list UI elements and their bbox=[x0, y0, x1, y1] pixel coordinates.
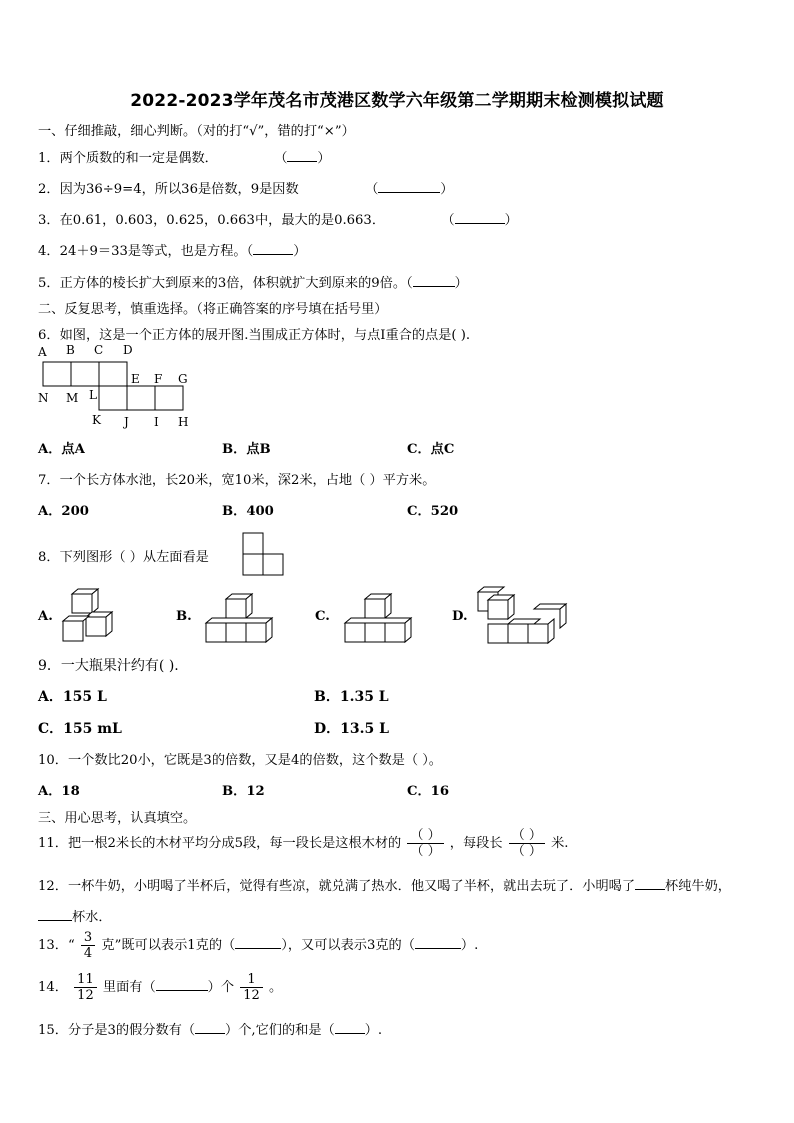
point-H: H bbox=[178, 415, 189, 429]
point-D: D bbox=[123, 343, 133, 357]
q14-fraction-1 bbox=[74, 972, 97, 1003]
q9-option-c[interactable]: C．155 mL bbox=[38, 721, 122, 737]
q9-option-b[interactable]: B．1.35 L bbox=[314, 689, 389, 705]
q3-bracket-left: （ bbox=[441, 213, 455, 228]
q6-option-a[interactable]: A．点A bbox=[38, 442, 85, 457]
q4-blank[interactable] bbox=[253, 241, 293, 255]
q8-option-a[interactable]: A. bbox=[38, 609, 53, 624]
q8-option-c[interactable]: C. bbox=[315, 609, 330, 624]
q14-fraction-2-denominator: 12 bbox=[243, 988, 260, 1003]
question-5 bbox=[38, 272, 468, 291]
section-2-heading: 二、反复思考，慎重选择。（将正确答案的序号填在括号里） bbox=[38, 302, 388, 317]
q9-option-d[interactable]: D．13.5 L bbox=[314, 721, 389, 737]
q12-text-2: 杯水． bbox=[72, 910, 112, 925]
q8-option-d-figure bbox=[474, 586, 570, 646]
q11-fraction-1[interactable] bbox=[407, 828, 443, 859]
q6-option-b[interactable]: B．点B bbox=[222, 442, 271, 457]
section-1-heading: 一、仔细推敲，细心判断。（对的打“√”，错的打“×”） bbox=[38, 124, 355, 139]
question-7: 7．一个长方体水池，长20米，宽10米，深2米，占地（ ）平方米。 bbox=[38, 473, 436, 488]
q3-bracket-right: ） bbox=[504, 213, 518, 228]
q12-text-1: 12．一杯牛奶，小明喝了半杯后，觉得有些凉，就兑满了热水．他又喝了半杯，就出去玩了．小明喝了 bbox=[38, 879, 636, 894]
q2-bracket-right: ） bbox=[440, 182, 454, 197]
question-2 bbox=[38, 178, 453, 197]
q15-text-3: ）. bbox=[364, 1023, 383, 1038]
cube-net-figure bbox=[34, 342, 199, 432]
point-G: G bbox=[178, 372, 188, 386]
q14-fraction-2-numerator: 1 bbox=[240, 972, 263, 988]
point-L: L bbox=[89, 388, 97, 402]
question-13 bbox=[38, 930, 478, 961]
left-view-figure bbox=[242, 532, 286, 578]
point-E: E bbox=[131, 372, 140, 386]
q13-denominator: 4 bbox=[83, 946, 93, 961]
q14-mid: 里面有（ bbox=[102, 980, 156, 995]
page-title: 2022-2023学年茂名市茂港区数学六年级第二学期期末检测模拟试题 bbox=[130, 91, 664, 111]
q15-text-2: ）个,它们的和是（ bbox=[225, 1023, 335, 1038]
q8-option-d[interactable]: D. bbox=[452, 609, 468, 624]
question-8: 8．下列图形（ ）从左面看是 bbox=[38, 550, 209, 565]
q1-bracket-right: ） bbox=[317, 151, 331, 166]
q15-blank-1[interactable] bbox=[195, 1020, 225, 1034]
question-6: 6．如图，这是一个正方体的展开图.当围成正方体时，与点I重合的点是( ). bbox=[38, 328, 471, 343]
q7-option-b[interactable]: B．400 bbox=[222, 504, 274, 519]
question-14 bbox=[38, 972, 282, 1003]
q12-blank-1[interactable] bbox=[635, 876, 665, 890]
q13-numerator: 3 bbox=[81, 930, 95, 946]
q13-mid: ），又可以表示3克的（ bbox=[281, 938, 415, 953]
q11-fraction-1-denominator[interactable]: （ ） bbox=[410, 844, 441, 859]
q8-option-c-figure bbox=[343, 592, 415, 644]
q5-blank[interactable] bbox=[413, 273, 455, 287]
point-A: A bbox=[38, 345, 47, 359]
q2-bracket-left: （ bbox=[365, 182, 379, 197]
q12-text-1-end: 杯纯牛奶， bbox=[665, 879, 731, 894]
q8-option-b[interactable]: B. bbox=[176, 609, 192, 624]
q11-fraction-2-denominator[interactable]: （ ） bbox=[511, 844, 542, 859]
q15-blank-2[interactable] bbox=[335, 1020, 365, 1034]
question-9: 9．一大瓶果汁约有( ). bbox=[38, 658, 179, 674]
point-M: M bbox=[66, 391, 79, 405]
question-3 bbox=[38, 209, 518, 228]
q11-text-before: 11．把一根2米长的木材平均分成5段，每一段长是这根木材的 bbox=[38, 836, 402, 851]
q12-blank-2[interactable] bbox=[38, 907, 72, 921]
q9-option-a[interactable]: A．155 L bbox=[38, 689, 107, 705]
q15-text-1: 15．分子是3的假分数有（ bbox=[38, 1023, 196, 1038]
q11-fraction-1-numerator[interactable]: （ ） bbox=[407, 828, 443, 844]
q14-fraction-2 bbox=[240, 972, 263, 1003]
point-F: F bbox=[154, 372, 163, 386]
q2-blank[interactable] bbox=[378, 179, 440, 193]
q14-mid-2: ）个 bbox=[207, 980, 235, 995]
q5-text: 5．正方体的棱长扩大到原来的3倍，体积就扩大到原来的9倍。（ bbox=[38, 276, 413, 291]
question-11 bbox=[38, 828, 568, 859]
question-1 bbox=[38, 147, 331, 166]
q1-text: 1．两个质数的和一定是偶数． bbox=[38, 151, 218, 166]
q7-option-c[interactable]: C．520 bbox=[407, 504, 459, 519]
point-B: B bbox=[66, 343, 75, 357]
question-12-line-2 bbox=[38, 906, 112, 925]
q11-fraction-2-numerator[interactable]: （ ） bbox=[509, 828, 545, 844]
q11-text-after: 米. bbox=[551, 836, 569, 851]
question-10: 10．一个数比20小，它既是3的倍数，又是4的倍数，这个数是（ ）。 bbox=[38, 753, 442, 768]
q14-fraction-1-denominator: 12 bbox=[77, 988, 94, 1003]
q13-fraction bbox=[81, 930, 95, 961]
q13-suffix: 克”既可以表示1克的（ bbox=[101, 938, 236, 953]
point-J: J bbox=[124, 415, 129, 429]
q10-option-c[interactable]: C．16 bbox=[407, 784, 450, 799]
question-15 bbox=[38, 1019, 382, 1038]
q4-bracket-right: ） bbox=[293, 244, 307, 259]
point-K: K bbox=[92, 413, 101, 427]
q11-fraction-2[interactable] bbox=[509, 828, 545, 859]
q7-option-a[interactable]: A．200 bbox=[38, 504, 89, 519]
q4-text: 4．24＋9＝33是等式，也是方程。（ bbox=[38, 244, 254, 259]
q14-end: 。 bbox=[269, 980, 283, 995]
q3-blank[interactable] bbox=[455, 210, 505, 224]
q13-end: ）. bbox=[460, 938, 479, 953]
q8-option-b-figure bbox=[204, 592, 276, 644]
q3-text: 3．在0.61，0.603，0.625，0.663中，最大的是0.663． bbox=[38, 213, 386, 228]
question-4 bbox=[38, 240, 306, 259]
q13-blank-1[interactable] bbox=[235, 935, 281, 949]
q8-option-a-figure bbox=[60, 588, 120, 644]
point-C: C bbox=[94, 343, 104, 357]
q14-fraction-1-numerator: 11 bbox=[74, 972, 97, 988]
q2-text: 2．因为36÷9=4，所以36是倍数，9是因数 bbox=[38, 182, 299, 197]
q13-blank-2[interactable] bbox=[415, 935, 461, 949]
q14-prefix: 14． bbox=[38, 980, 68, 995]
q11-text-middle: ，每段长 bbox=[449, 836, 503, 851]
point-I: I bbox=[154, 415, 159, 429]
q10-option-a[interactable]: A．18 bbox=[38, 784, 80, 799]
question-12-line-1 bbox=[38, 875, 731, 894]
q13-prefix: 13．“ bbox=[38, 938, 75, 953]
q10-option-b[interactable]: B．12 bbox=[222, 784, 265, 799]
section-3-heading: 三、用心思考，认真填空。 bbox=[38, 811, 197, 826]
q1-bracket-left: （ bbox=[274, 151, 288, 166]
q5-bracket-right: ） bbox=[454, 276, 468, 291]
q14-blank[interactable] bbox=[156, 977, 208, 991]
q6-option-c[interactable]: C．点C bbox=[407, 442, 455, 457]
point-N: N bbox=[38, 391, 49, 405]
q1-blank[interactable] bbox=[287, 148, 317, 162]
